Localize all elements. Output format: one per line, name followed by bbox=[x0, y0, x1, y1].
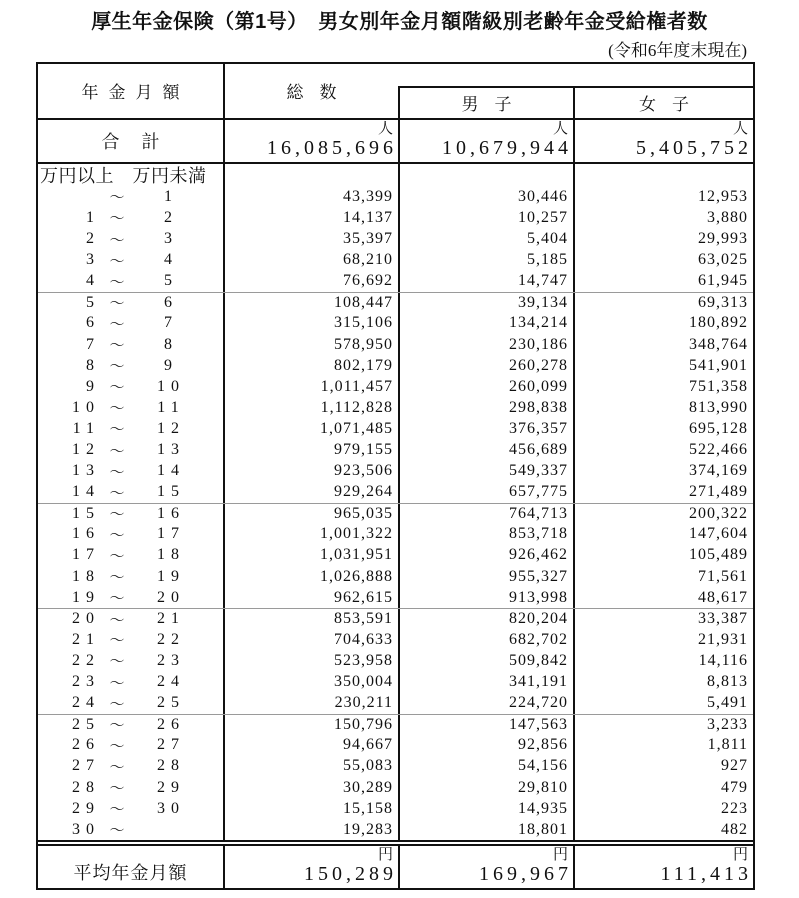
female-value: 1,811 bbox=[707, 736, 748, 754]
range-upper: 9 bbox=[164, 356, 178, 374]
table-row bbox=[38, 587, 753, 608]
total-value: 94,667 bbox=[225, 735, 400, 756]
male-value: 134,214 bbox=[400, 313, 575, 334]
range-cell bbox=[38, 798, 225, 819]
range-upper: 27 bbox=[157, 736, 185, 754]
table-row bbox=[38, 186, 753, 207]
range-lower: 7 bbox=[86, 335, 100, 353]
range-upper: 8 bbox=[164, 335, 178, 353]
sex-header-box bbox=[398, 86, 753, 118]
range-cell bbox=[38, 715, 225, 735]
female-value: 479 bbox=[721, 778, 748, 796]
range-tilde: ～ bbox=[109, 296, 125, 313]
male-value: 913,998 bbox=[400, 587, 575, 608]
range-tilde: ～ bbox=[109, 633, 125, 650]
range-cell bbox=[38, 566, 225, 587]
col-header-male bbox=[400, 88, 575, 118]
range-tilde: ～ bbox=[109, 359, 125, 376]
range-upper: 3 bbox=[164, 230, 178, 248]
range-cell bbox=[38, 545, 225, 566]
table-row bbox=[38, 714, 753, 735]
range-upper: 26 bbox=[157, 715, 185, 733]
total-value: 1,001,322 bbox=[225, 524, 400, 545]
male-value: 92,856 bbox=[400, 735, 575, 756]
range-cell bbox=[38, 207, 225, 228]
range-cell bbox=[38, 777, 225, 798]
range-upper: 14 bbox=[157, 462, 185, 480]
table-row bbox=[38, 524, 753, 545]
range-cell bbox=[38, 439, 225, 460]
female-value: 105,489 bbox=[689, 546, 748, 564]
grand-total-male-cell bbox=[400, 120, 575, 162]
male-value: 509,842 bbox=[400, 650, 575, 671]
total-value: 315,106 bbox=[225, 313, 400, 334]
total-value: 19,283 bbox=[225, 819, 400, 840]
range-lower: 11 bbox=[72, 419, 100, 437]
range-cell bbox=[38, 693, 225, 714]
total-value: 523,958 bbox=[225, 650, 400, 671]
range-cell bbox=[38, 461, 225, 482]
range-lower: 13 bbox=[72, 462, 100, 480]
range-tilde: ～ bbox=[109, 612, 125, 629]
range-tilde: ～ bbox=[109, 696, 125, 713]
range-tilde: ～ bbox=[109, 823, 125, 840]
range-upper: 5 bbox=[164, 272, 178, 290]
range-tilde: ～ bbox=[109, 422, 125, 439]
range-lower: 22 bbox=[72, 651, 100, 669]
female-value: 63,025 bbox=[698, 251, 748, 269]
total-value: 15,158 bbox=[225, 798, 400, 819]
range-tilde: ～ bbox=[109, 380, 125, 397]
range-cell bbox=[38, 819, 225, 840]
range-upper: 13 bbox=[157, 441, 185, 459]
range-upper: 21 bbox=[157, 610, 185, 628]
male-value: 147,563 bbox=[400, 715, 575, 735]
range-cell bbox=[38, 376, 225, 397]
range-lower: 17 bbox=[72, 546, 100, 564]
table-row bbox=[38, 397, 753, 418]
average-total-value: 150,289 bbox=[304, 863, 397, 885]
range-upper: 4 bbox=[164, 251, 178, 269]
range-cell bbox=[38, 397, 225, 418]
range-cell bbox=[38, 587, 225, 608]
female-value: 147,604 bbox=[689, 525, 748, 543]
male-value: 955,327 bbox=[400, 566, 575, 587]
range-upper: 6 bbox=[164, 293, 178, 311]
total-value: 1,011,457 bbox=[225, 376, 400, 397]
total-value: 230,211 bbox=[225, 693, 400, 714]
range-lower: 16 bbox=[72, 525, 100, 543]
range-upper: 19 bbox=[157, 567, 185, 585]
range-upper: 29 bbox=[157, 778, 185, 796]
range-cell bbox=[38, 609, 225, 629]
table-row bbox=[38, 355, 753, 376]
range-upper: 18 bbox=[157, 546, 185, 564]
female-value: 348,764 bbox=[689, 335, 748, 353]
col-header-amount bbox=[38, 64, 225, 118]
range-cell bbox=[38, 524, 225, 545]
col-header-female-label: 女子 bbox=[639, 95, 705, 115]
range-lower: 25 bbox=[72, 715, 100, 733]
total-value: 35,397 bbox=[225, 229, 400, 250]
range-lower: 18 bbox=[72, 567, 100, 585]
range-upper: 23 bbox=[157, 651, 185, 669]
male-value: 926,462 bbox=[400, 545, 575, 566]
range-tilde: ～ bbox=[109, 570, 125, 587]
range-lower: 3 bbox=[86, 251, 100, 269]
range-tilde: ～ bbox=[109, 464, 125, 481]
female-value: 48,617 bbox=[698, 588, 748, 606]
table-body-rows bbox=[38, 186, 753, 840]
male-value: 820,204 bbox=[400, 609, 575, 629]
table-row bbox=[38, 461, 753, 482]
female-value: 29,993 bbox=[698, 230, 748, 248]
col-header-female bbox=[575, 88, 753, 118]
range-upper: 28 bbox=[157, 757, 185, 775]
male-value: 260,278 bbox=[400, 355, 575, 376]
average-female-value: 111,413 bbox=[660, 863, 752, 885]
table-row bbox=[38, 292, 753, 313]
range-lower: 10 bbox=[72, 398, 100, 416]
unit-person: 人 bbox=[377, 120, 393, 137]
table-row bbox=[38, 207, 753, 228]
range-tilde: ～ bbox=[109, 802, 125, 819]
table-row bbox=[38, 250, 753, 271]
range-tilde: ～ bbox=[109, 211, 125, 228]
total-value: 853,591 bbox=[225, 609, 400, 629]
female-value: 180,892 bbox=[689, 314, 748, 332]
range-cell bbox=[38, 271, 225, 292]
range-lower: 9 bbox=[86, 377, 100, 395]
unit-yen: 円 bbox=[552, 847, 568, 864]
page-title: 厚生年金保険（第1号） 男女別年金月額階級別老齢年金受給権者数 bbox=[91, 11, 708, 33]
col-header-total bbox=[225, 64, 398, 118]
table-row bbox=[38, 672, 753, 693]
range-lower: 4 bbox=[86, 272, 100, 290]
total-value: 979,155 bbox=[225, 439, 400, 460]
female-value: 482 bbox=[721, 820, 748, 838]
average-male-value: 169,967 bbox=[479, 863, 572, 885]
range-upper: 17 bbox=[157, 525, 185, 543]
male-value: 39,134 bbox=[400, 293, 575, 313]
male-value: 30,446 bbox=[400, 186, 575, 207]
range-lower: 23 bbox=[72, 673, 100, 691]
range-cell bbox=[38, 672, 225, 693]
total-value: 43,399 bbox=[225, 186, 400, 207]
female-value: 271,489 bbox=[689, 483, 748, 501]
total-value: 30,289 bbox=[225, 777, 400, 798]
table-row bbox=[38, 777, 753, 798]
total-value: 965,035 bbox=[225, 504, 400, 524]
table-row bbox=[38, 735, 753, 756]
average-male-cell bbox=[400, 846, 575, 888]
range-lower: 21 bbox=[72, 630, 100, 648]
female-value: 522,466 bbox=[689, 441, 748, 459]
range-upper: 20 bbox=[157, 588, 185, 606]
total-value: 68,210 bbox=[225, 250, 400, 271]
total-value: 150,796 bbox=[225, 715, 400, 735]
total-value: 14,137 bbox=[225, 207, 400, 228]
male-value: 376,357 bbox=[400, 418, 575, 439]
total-value: 1,031,951 bbox=[225, 545, 400, 566]
range-tilde: ～ bbox=[109, 548, 125, 565]
female-value: 3,880 bbox=[707, 208, 748, 226]
pension-table bbox=[36, 62, 755, 890]
table-row bbox=[38, 545, 753, 566]
male-value: 230,186 bbox=[400, 334, 575, 355]
range-lower: 14 bbox=[72, 483, 100, 501]
range-tilde: ～ bbox=[109, 190, 125, 207]
range-unit-header-row bbox=[38, 164, 753, 186]
range-tilde: ～ bbox=[109, 274, 125, 291]
range-cell bbox=[38, 418, 225, 439]
range-cell bbox=[38, 756, 225, 777]
grand-total-female-cell bbox=[575, 120, 753, 162]
total-value: 1,112,828 bbox=[225, 397, 400, 418]
grand-total-total-value: 16,085,696 bbox=[267, 137, 397, 160]
table-row bbox=[38, 503, 753, 524]
grand-total-label: 合計 bbox=[101, 132, 182, 153]
range-upper: 25 bbox=[157, 694, 185, 712]
total-value: 55,083 bbox=[225, 756, 400, 777]
range-upper: 15 bbox=[157, 483, 185, 501]
male-value: 14,935 bbox=[400, 798, 575, 819]
range-tilde: ～ bbox=[109, 718, 125, 735]
female-value: 8,813 bbox=[707, 673, 748, 691]
average-row bbox=[38, 840, 753, 888]
table-row bbox=[38, 313, 753, 334]
table-row bbox=[38, 376, 753, 397]
range-cell bbox=[38, 313, 225, 334]
col-header-amount-label: 年金月額 bbox=[81, 83, 190, 103]
table-row bbox=[38, 608, 753, 629]
male-value: 764,713 bbox=[400, 504, 575, 524]
range-cell bbox=[38, 355, 225, 376]
date-note: (令和6年度末現在) bbox=[608, 41, 747, 60]
range-tilde: ～ bbox=[109, 759, 125, 776]
female-value: 813,990 bbox=[689, 398, 748, 416]
range-tilde: ～ bbox=[109, 654, 125, 671]
range-tilde: ～ bbox=[109, 443, 125, 460]
female-value: 33,387 bbox=[698, 610, 748, 628]
female-value: 21,931 bbox=[698, 630, 748, 648]
unit-person: 人 bbox=[732, 120, 748, 137]
range-lower: 12 bbox=[72, 441, 100, 459]
range-tilde: ～ bbox=[109, 485, 125, 502]
total-value: 350,004 bbox=[225, 672, 400, 693]
grand-total-female-value: 5,405,752 bbox=[636, 137, 752, 160]
average-female-cell bbox=[575, 846, 753, 888]
total-value: 108,447 bbox=[225, 293, 400, 313]
range-tilde: ～ bbox=[109, 253, 125, 270]
female-value: 12,953 bbox=[698, 187, 748, 205]
table-row bbox=[38, 229, 753, 250]
female-value: 374,169 bbox=[689, 462, 748, 480]
female-value: 927 bbox=[721, 757, 748, 775]
male-value: 10,257 bbox=[400, 207, 575, 228]
range-cell bbox=[38, 482, 225, 503]
total-value: 76,692 bbox=[225, 271, 400, 292]
range-upper: 10 bbox=[157, 377, 185, 395]
total-value: 929,264 bbox=[225, 482, 400, 503]
range-upper: 11 bbox=[157, 398, 185, 416]
total-value: 704,633 bbox=[225, 629, 400, 650]
male-value: 54,156 bbox=[400, 756, 575, 777]
table-row bbox=[38, 439, 753, 460]
range-upper: 7 bbox=[164, 314, 178, 332]
range-lower: 27 bbox=[72, 757, 100, 775]
total-value: 802,179 bbox=[225, 355, 400, 376]
range-lower: 29 bbox=[72, 799, 100, 817]
grand-total-male-value: 10,679,944 bbox=[442, 137, 572, 160]
female-value: 71,561 bbox=[698, 567, 748, 585]
range-lower: 1 bbox=[86, 208, 100, 226]
grand-total-label-cell bbox=[38, 120, 225, 162]
total-value: 923,506 bbox=[225, 461, 400, 482]
range-cell bbox=[38, 629, 225, 650]
unit-person: 人 bbox=[552, 120, 568, 137]
male-value: 224,720 bbox=[400, 693, 575, 714]
total-value: 1,026,888 bbox=[225, 566, 400, 587]
table-row bbox=[38, 629, 753, 650]
female-value: 541,901 bbox=[689, 356, 748, 374]
range-tilde: ～ bbox=[109, 507, 125, 524]
male-value: 341,191 bbox=[400, 672, 575, 693]
unit-yen: 円 bbox=[732, 847, 748, 864]
table-row bbox=[38, 756, 753, 777]
table-row bbox=[38, 566, 753, 587]
table-row bbox=[38, 418, 753, 439]
total-value: 1,071,485 bbox=[225, 418, 400, 439]
range-cell bbox=[38, 293, 225, 313]
range-tilde: ～ bbox=[109, 738, 125, 755]
female-value: 14,116 bbox=[698, 651, 748, 669]
male-value: 5,185 bbox=[400, 250, 575, 271]
range-cell bbox=[38, 735, 225, 756]
table-row bbox=[38, 482, 753, 503]
range-lower: 5 bbox=[86, 293, 100, 311]
male-value: 260,099 bbox=[400, 376, 575, 397]
range-lower: 8 bbox=[86, 356, 100, 374]
range-cell bbox=[38, 504, 225, 524]
female-value: 223 bbox=[721, 799, 748, 817]
range-lower: 2 bbox=[86, 230, 100, 248]
range-upper: 16 bbox=[157, 504, 185, 522]
range-lower: 24 bbox=[72, 694, 100, 712]
range-cell bbox=[38, 250, 225, 271]
table-header bbox=[38, 64, 753, 120]
range-tilde: ～ bbox=[109, 316, 125, 333]
average-total-cell bbox=[225, 846, 400, 888]
table-row bbox=[38, 271, 753, 292]
female-value: 5,491 bbox=[707, 694, 748, 712]
table-body bbox=[38, 164, 753, 840]
male-value: 298,838 bbox=[400, 397, 575, 418]
range-upper: 22 bbox=[157, 630, 185, 648]
female-value: 200,322 bbox=[689, 504, 748, 522]
range-upper: 12 bbox=[157, 419, 185, 437]
male-value: 657,775 bbox=[400, 482, 575, 503]
range-cell bbox=[38, 650, 225, 671]
range-tilde: ～ bbox=[109, 527, 125, 544]
range-lower: 30 bbox=[72, 820, 100, 838]
range-lower: 28 bbox=[72, 778, 100, 796]
range-cell bbox=[38, 334, 225, 355]
male-value: 29,810 bbox=[400, 777, 575, 798]
total-value: 962,615 bbox=[225, 587, 400, 608]
range-lower: 15 bbox=[72, 504, 100, 522]
range-cell bbox=[38, 186, 225, 207]
male-value: 5,404 bbox=[400, 229, 575, 250]
female-value: 695,128 bbox=[689, 419, 748, 437]
col-header-male-label: 男子 bbox=[461, 95, 528, 115]
average-label: 平均年金月額 bbox=[38, 846, 225, 888]
table-row bbox=[38, 693, 753, 714]
table-row bbox=[38, 798, 753, 819]
female-value: 3,233 bbox=[707, 715, 748, 733]
male-value: 18,801 bbox=[400, 819, 575, 840]
col-header-total-label: 総数 bbox=[286, 83, 353, 103]
male-value: 456,689 bbox=[400, 439, 575, 460]
table-row bbox=[38, 334, 753, 355]
range-upper: 24 bbox=[157, 673, 185, 691]
range-tilde: ～ bbox=[109, 232, 125, 249]
female-value: 61,945 bbox=[698, 272, 748, 290]
range-unit-header: 万円以上 万円未満 bbox=[38, 164, 225, 186]
table-row bbox=[38, 819, 753, 840]
unit-yen: 円 bbox=[377, 847, 393, 864]
range-upper: 1 bbox=[164, 187, 178, 205]
table-row bbox=[38, 650, 753, 671]
range-tilde: ～ bbox=[109, 591, 125, 608]
female-value: 751,358 bbox=[689, 377, 748, 395]
male-value: 682,702 bbox=[400, 629, 575, 650]
range-cell bbox=[38, 229, 225, 250]
range-tilde: ～ bbox=[109, 675, 125, 692]
range-upper: 2 bbox=[164, 208, 178, 226]
range-lower: 20 bbox=[72, 610, 100, 628]
grand-total-total-cell bbox=[225, 120, 400, 162]
range-lower: 6 bbox=[86, 314, 100, 332]
male-value: 14,747 bbox=[400, 271, 575, 292]
range-lower: 26 bbox=[72, 736, 100, 754]
total-value: 578,950 bbox=[225, 334, 400, 355]
male-value: 853,718 bbox=[400, 524, 575, 545]
range-upper: 30 bbox=[157, 799, 185, 817]
range-tilde: ～ bbox=[109, 401, 125, 418]
range-lower: 19 bbox=[72, 588, 100, 606]
range-tilde: ～ bbox=[109, 338, 125, 355]
range-tilde: ～ bbox=[109, 781, 125, 798]
male-value: 549,337 bbox=[400, 461, 575, 482]
female-value: 69,313 bbox=[698, 293, 748, 311]
grand-total-row bbox=[38, 120, 753, 164]
